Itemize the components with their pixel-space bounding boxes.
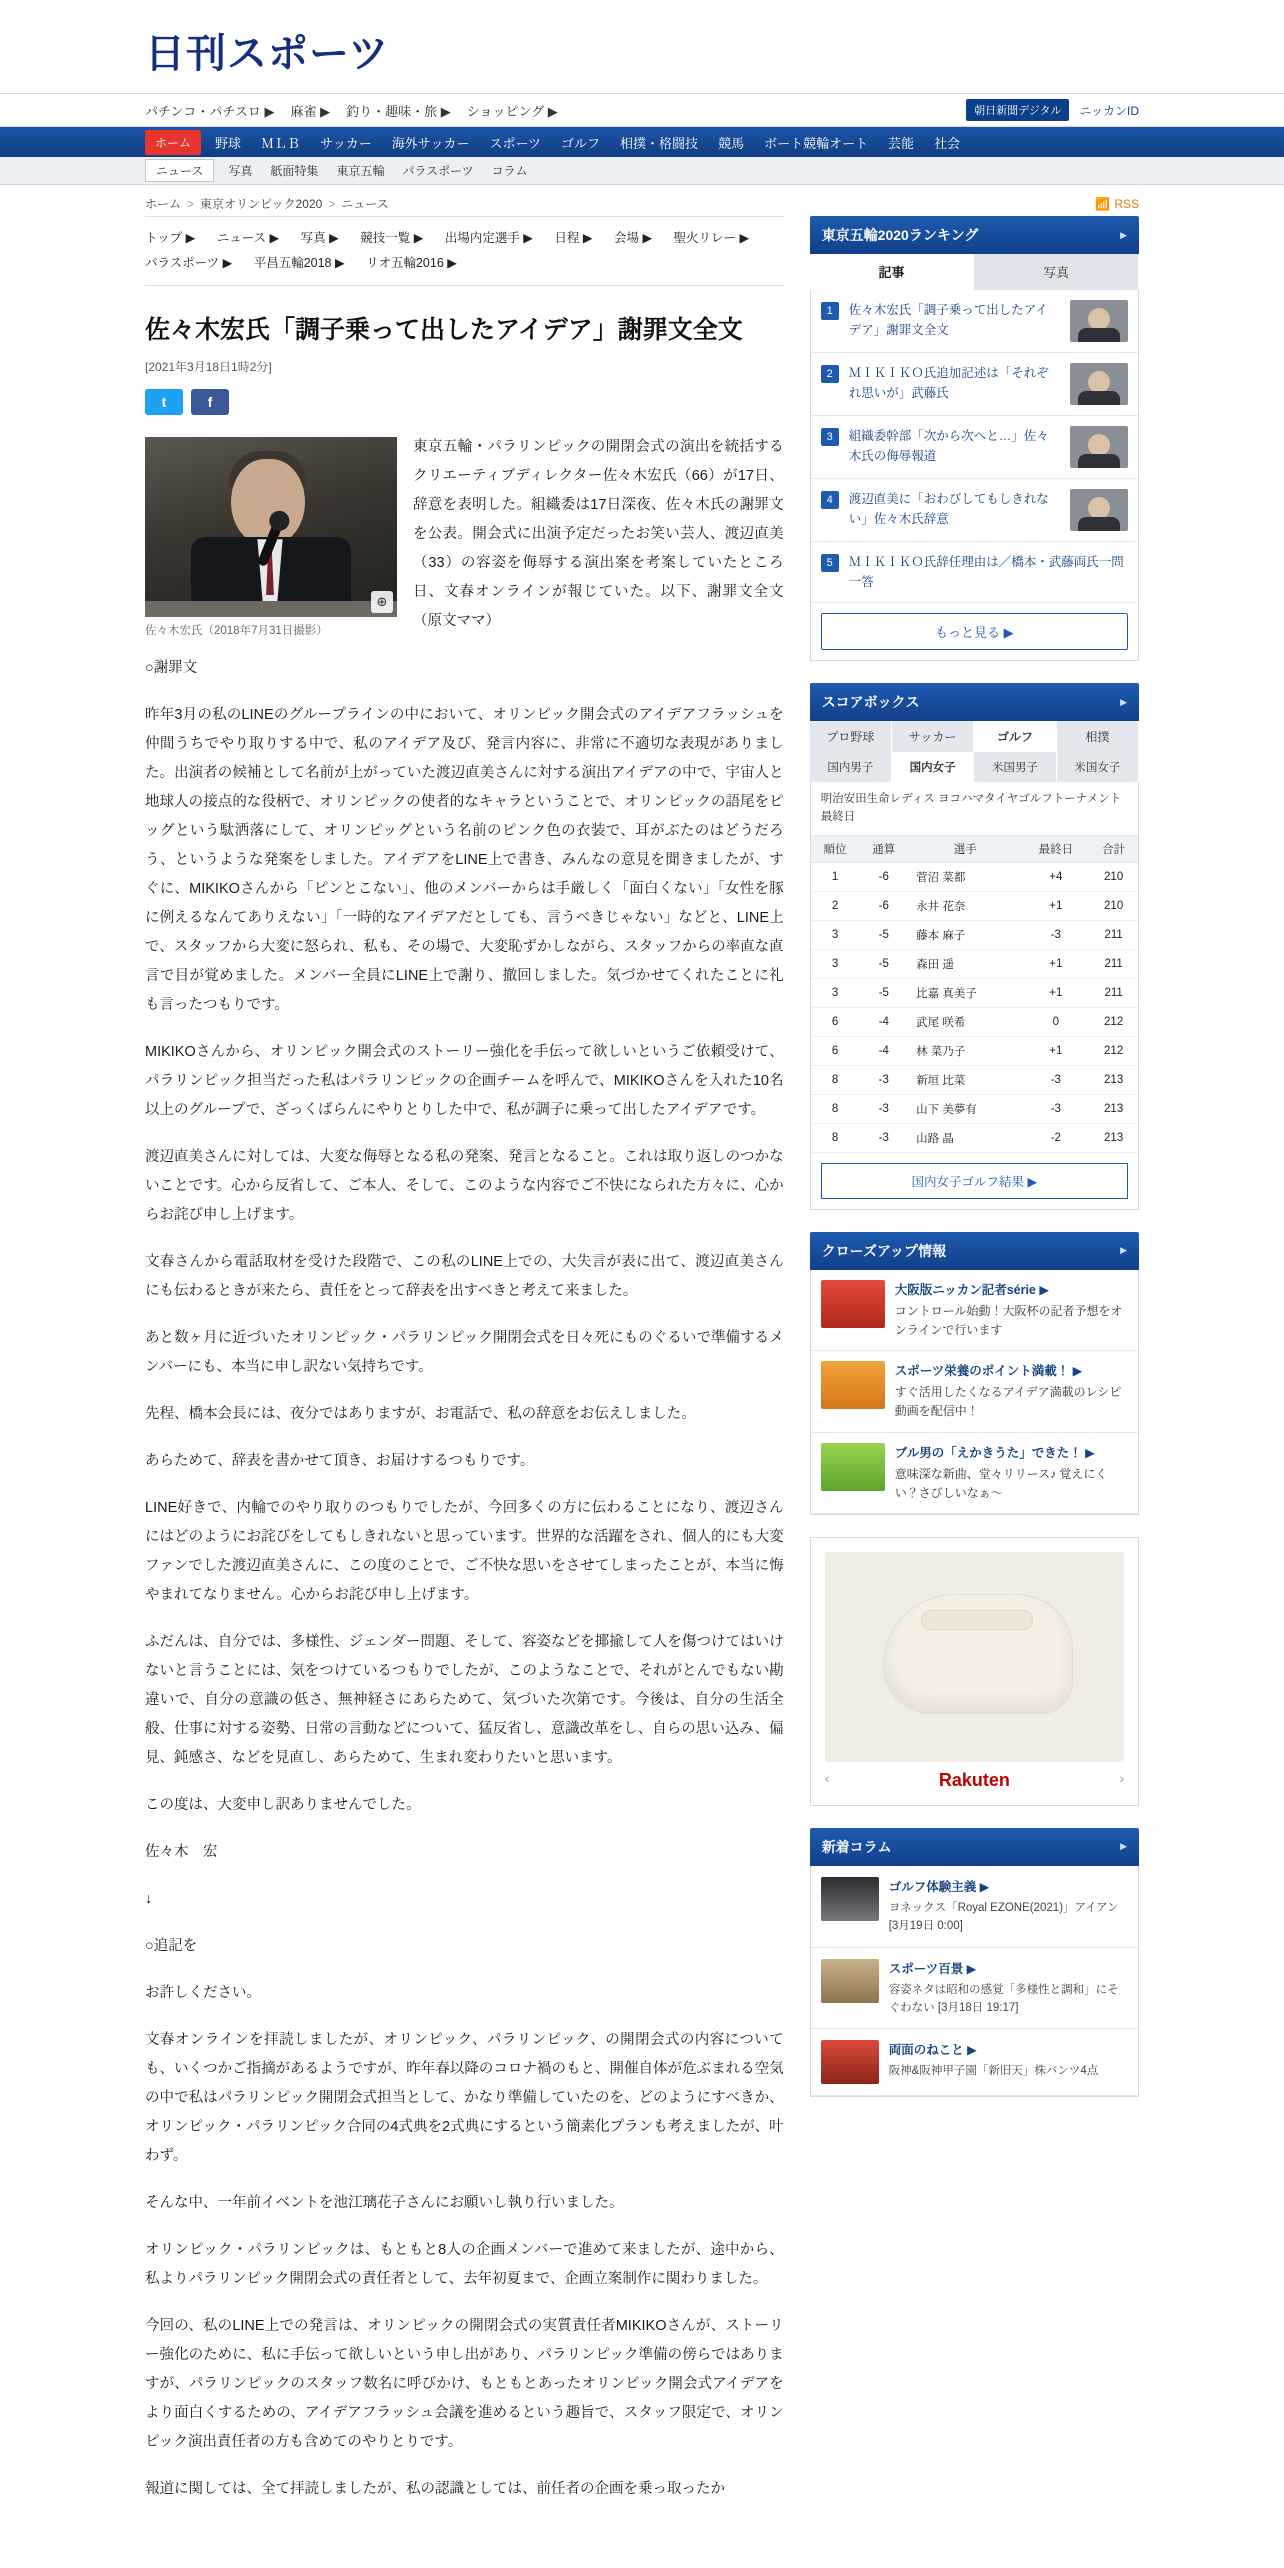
olynav-athletes[interactable]: 出場内定選手 ▶ (444, 231, 533, 245)
cell-par: -5 (859, 920, 908, 949)
closeup-panel (810, 1232, 1139, 1515)
main-column (145, 216, 784, 2522)
tab-soccer[interactable]: サッカー (892, 721, 974, 752)
subnav-item-column[interactable]: コラム (491, 164, 528, 178)
cell-day: -3 (1022, 920, 1089, 949)
rss-icon: 📶 (1095, 196, 1111, 211)
utility-link-pachinko[interactable]: パチンコ・パチスロ ▶ (145, 103, 275, 119)
olynav-photo[interactable]: 写真 ▶ (300, 231, 339, 245)
article-paragraph: あと数ヶ月に近づいたオリンピック・パラリンピック開閉会式を日々死にものぐるいで準備するメンバーにも、本当に申し訳ない気持ちです。 (145, 1330, 784, 1376)
cell-rank: 6 (811, 1007, 860, 1036)
cell-day: +1 (1022, 1036, 1089, 1065)
scorebox-sport-tabs (810, 721, 1139, 752)
list-item[interactable] (811, 1433, 1138, 1514)
cell-total: 210 (1089, 891, 1138, 920)
cell-player[interactable]: 新垣 比菜 (908, 1065, 1022, 1094)
newcolumn-thumbnail (821, 2040, 879, 2084)
rank-number: 2 (821, 365, 839, 383)
tab-us-men[interactable]: 米国男子 (974, 752, 1056, 782)
olynav-parasports[interactable]: パラスポーツ ▶ (145, 256, 233, 270)
col-final-day: 最終日 (1022, 836, 1089, 863)
newcolumn-panel (810, 1828, 1139, 2098)
closeup-panel-header (810, 1232, 1139, 1270)
table-row (811, 978, 1138, 1007)
list-item[interactable] (811, 2029, 1138, 2096)
article-paragraph: ふだんは、自分では、多様性、ジェンダー問題、そして、容姿などを揶揄して人を傷つけてはいけないと言うことには、気をつけているつもりでしたが、このようなことで、それがとんでもない勘違いで、自分の意識の低さ、無神経さにあらためて、気づいた次第です。今後は、自分の生活全般、仕事に対する姿勢、日常の言動などについて、猛反省し、意識改革をし、自らの思い込み、偏見、鈍感さ、などを見直し、あらためて、生まれ変わりたいと思います。 (145, 1634, 784, 1767)
cell-rank: 3 (811, 978, 860, 1007)
newcolumn-text (889, 1877, 1128, 1936)
olympic-nav-row1 (145, 226, 784, 251)
article-paragraph: お許しください。 (145, 1985, 261, 2002)
closeup-title: ブル男の「えかきうた」できた！ ▶ (894, 1445, 1095, 1460)
closeup-list (810, 1270, 1139, 1515)
newcolumn-list (810, 1866, 1139, 2098)
tab-us-women[interactable]: 米国女子 (1057, 752, 1139, 782)
rank-title: 渡辺直美に「おわびしてもしきれない」佐々木氏辞意 (848, 492, 1049, 526)
col-rank: 順位 (811, 836, 860, 863)
rss-link[interactable] (1095, 197, 1139, 211)
subnav-item-news[interactable]: ニュース (145, 159, 214, 182)
closeup-text (895, 1443, 1128, 1503)
page-title: 佐々木宏氏「調子乗って出したアイデア」謝罪文全文 (145, 316, 743, 344)
main-nav (0, 127, 1284, 157)
breadcrumb-item-news[interactable]: ニュース (341, 197, 389, 211)
cell-total: 212 (1089, 1007, 1138, 1036)
nikkan-id-link[interactable]: ニッカンID (1079, 103, 1139, 118)
ad-product-strap (921, 1610, 1033, 1630)
article-paragraph: 今回の、私のLINE上での発言は、オリンピックの開閉会式の実質責任者MIKIKOさんが、ストーリー強化のために、私に手伝って欲しいという申し出があり、パラリンピック準備の傍らではありますが、パラリンピックのスタッフ数名に呼びかけ、もともとあったオリンピック開会式アイデアをより面白くするための、アイデアフラッシュ会議を進めるという趣旨で、スタッフ限定で、オリンピック演出責任者の方も含めてのやりとりです。 (145, 2318, 784, 2451)
rank-number: 3 (821, 428, 839, 446)
scorebox-body (810, 782, 1139, 1210)
article-signature: 佐々木 宏 (145, 1844, 218, 1861)
table-row (811, 1123, 1138, 1152)
ranking-list (810, 290, 1139, 661)
table-row (811, 1065, 1138, 1094)
chevron-right-icon: ▶ (1120, 696, 1127, 707)
cell-player[interactable]: 永井 花奈 (908, 891, 1022, 920)
breadcrumb (0, 185, 1284, 216)
cell-rank: 6 (811, 1036, 860, 1065)
cell-player[interactable]: 菅沼 菜都 (908, 862, 1022, 891)
rank-number: 5 (821, 554, 839, 572)
score-table (811, 836, 1138, 1153)
ranking-more-button[interactable]: もっと見る ▶ (821, 613, 1128, 650)
utility-links (145, 101, 558, 120)
list-item[interactable] (811, 1270, 1138, 1351)
rank-title: 佐々木宏氏「調子乗って出したアイデア」謝罪文全文 (848, 303, 1048, 337)
share-buttons (145, 389, 784, 415)
olynav-torch[interactable]: 聖火リレー ▶ (673, 231, 750, 245)
cell-par: -3 (859, 1065, 908, 1094)
cell-day: -2 (1022, 1123, 1089, 1152)
list-item[interactable] (811, 542, 1138, 603)
newcolumn-thumbnail (821, 1959, 879, 2003)
newcolumn-desc: 阪神&阪神甲子園「新旧天」株バンツ4点 (888, 2065, 1099, 2078)
cell-par: -4 (859, 1036, 908, 1065)
cell-total: 213 (1089, 1123, 1138, 1152)
tab-ranking-photos[interactable]: 写真 (974, 254, 1139, 290)
list-item[interactable] (811, 1866, 1138, 1948)
utility-link-mahjong[interactable]: 麻雀 ▶ (290, 103, 331, 119)
nav-item-baseball[interactable]: 野球 (215, 135, 242, 151)
col-player: 選手 (908, 836, 1022, 863)
article-lead: 東京五輪・パラリンピックの開閉会式の演出を統括するクリエーティブディレクター佐々木宏氏（66）が17日、辞意を表明した。組織委は17日深夜、佐々木氏の謝罪文を公表。開会式に出演予定だったお笑い芸人、渡辺直美（33）の容姿を侮辱する演出案を考案していたところ日、文春オンラインが報じていた。以下、謝罪文全文（原文ママ） (413, 439, 784, 630)
closeup-text (895, 1361, 1128, 1421)
article-paragraph: MIKIKOさんから、オリンピック開会式のストーリー強化を手伝って欲しいというご依頼受けて、パラリンピック担当だった私はパラリンピックの企画チームを呼んで、MIKIKOさんを入れた10名以上のグループで、ざっくばらんにやりとりした中で、私が調子に乗って出したアイデアです。 (145, 1044, 784, 1119)
ranking-panel (810, 216, 1139, 661)
photo-detail-table (145, 601, 397, 617)
breadcrumb-item-home[interactable]: ホーム (145, 197, 182, 211)
cell-par: -4 (859, 1007, 908, 1036)
rank-thumbnail (1070, 489, 1128, 531)
list-item[interactable] (811, 1351, 1138, 1432)
newcolumn-panel-header (810, 1828, 1139, 1866)
cell-player[interactable]: 山路 晶 (908, 1123, 1022, 1152)
article-paragraph: 文春さんから電話取材を受けた段階で、この私のLINE上での、大失言が表に出て、渡辺直美さんにも伝わるときが来たら、責任をとって辞表を出すべきと考えて来ました。 (145, 1254, 784, 1300)
col-total-par: 通算 (859, 836, 908, 863)
scorebox-tour-tabs (810, 752, 1139, 782)
asahi-digital-link[interactable]: 朝日新聞デジタル (966, 99, 1069, 121)
ad-box[interactable] (810, 1537, 1139, 1806)
content-wrapper (0, 216, 1284, 2522)
olynav-schedule[interactable]: 日程 ▶ (554, 231, 593, 245)
golf-results-button[interactable]: 国内女子ゴルフ結果 ▶ (821, 1163, 1128, 1199)
tab-jp-women[interactable]: 国内女子 (892, 752, 974, 782)
olynav-news[interactable]: ニュース ▶ (216, 231, 280, 245)
newcolumn-title: ゴルフ体験主義 ▶ (888, 1879, 990, 1894)
article-paragraph: この度は、大変申し訳ありませんでした。 (145, 1797, 421, 1814)
cell-total: 211 (1089, 949, 1138, 978)
zoom-icon[interactable]: ⊕ (371, 591, 393, 613)
scorebox-panel-header (810, 683, 1139, 721)
col-total: 合計 (1089, 836, 1138, 863)
cell-player[interactable]: 武尾 咲希 (908, 1007, 1022, 1036)
subnav-item-paper[interactable]: 紙面特集 (270, 164, 319, 178)
cell-player[interactable]: 藤本 麻子 (908, 920, 1022, 949)
rank-title: ＭＩＫＩＫＯ氏追加記述は「それぞれ思いが」武藤氏 (848, 366, 1049, 400)
utility-link-shopping[interactable]: ショッピング ▶ (466, 103, 558, 119)
table-header-row (811, 836, 1138, 863)
nav-item-mlb[interactable]: ＭＬＢ (261, 135, 301, 151)
utility-right (966, 99, 1139, 121)
cell-par: -5 (859, 949, 908, 978)
nav-item-sports[interactable]: スポーツ (489, 135, 542, 151)
tab-ranking-articles[interactable]: 記事 (810, 254, 975, 290)
article-paragraph: 渡辺直美さんに対しては、大変な侮辱となる私の発案、発言となること。これは取り返しのつかないことです。心から反省して、ご本人、そして、このような内容でご不快になられた方々に、心からお詫び申し上げます。 (145, 1149, 784, 1224)
olynav-events[interactable]: 競技一覧 ▶ (360, 231, 424, 245)
cell-par: -5 (859, 978, 908, 1007)
newcolumn-desc: 容姿ネタは昭和の感覚「多様性と調和」にそぐわない [3月18日 19:17] (888, 1983, 1119, 2015)
olynav-venues[interactable]: 会場 ▶ (613, 231, 653, 245)
cell-total: 213 (1089, 1094, 1138, 1123)
breadcrumb-separator: > (328, 196, 336, 211)
cell-player[interactable]: 山下 美夢有 (908, 1094, 1022, 1123)
closeup-text (895, 1280, 1128, 1340)
closeup-thumbnail (821, 1361, 885, 1409)
article-paragraph: ○謝罪文 (145, 660, 198, 677)
olympic-nav (145, 216, 784, 286)
cell-par: -6 (859, 891, 908, 920)
scorebox-panel (810, 683, 1139, 1210)
site-logo[interactable]: 日刊スポーツ (145, 31, 390, 77)
subnav-item-tokyo-olympics[interactable]: 東京五輪 (336, 164, 385, 178)
article-body (145, 433, 784, 2522)
closeup-title: スポーツ栄養のポイント満載！ ▶ (894, 1364, 1083, 1379)
article-paragraph: ○追記を (145, 1938, 198, 1955)
cell-rank: 3 (811, 920, 860, 949)
nav-item-horseracing[interactable]: 競馬 (718, 135, 745, 151)
olynav-top[interactable]: トップ ▶ (145, 231, 196, 245)
cell-rank: 8 (811, 1123, 860, 1152)
list-item[interactable] (811, 479, 1138, 542)
olympic-nav-row2 (145, 251, 784, 276)
nav-item-sumo[interactable]: 相撲・格闘技 (620, 135, 699, 151)
scorebox-panel-title: スコアボックス (821, 694, 920, 710)
article-paragraph: 文春オンラインを拝読しましたが、オリンピック、パラリンピック、の開閉会式の内容についても、いくつかご指摘があるようですが、昨年春以降のコロナ禍のもと、開催自体が危ぶまれる空気の中で私はパラリンピック開閉会式担当として、かなり準備していたのを、どのようにすべきか、オリンピック・パラリンピック合同の4式典を2式典にするという簡素化プランも考えましたが、叶わず。 (145, 2032, 784, 2165)
cell-rank: 8 (811, 1065, 860, 1094)
utility-bar (0, 93, 1284, 127)
closeup-desc: コントロール始動！大阪杯の記者予想をオンラインで行います (894, 1303, 1123, 1337)
rank-title: 組織委幹部「次から次へと…」佐々木氏の侮辱報道 (848, 429, 1049, 463)
ad-carousel-controls (825, 1762, 1124, 1791)
cell-day: +4 (1022, 862, 1089, 891)
newcolumn-text (889, 2040, 1128, 2084)
nav-item-golf[interactable]: ゴルフ (561, 135, 601, 151)
cell-player[interactable]: 林 菜乃子 (908, 1036, 1022, 1065)
closeup-title: 大阪版ニッカン記者série ▶ (894, 1282, 1049, 1297)
article-paragraph: 報道に関しては、全て拝読しましたが、私の認識としては、前任者の企画を乗っ取ったか (145, 2481, 725, 2498)
ad-prev-arrow-icon[interactable]: ‹ (824, 1769, 830, 1786)
rank-thumbnail (1070, 300, 1128, 342)
list-item[interactable] (811, 1948, 1138, 2030)
nav-item-home[interactable]: ホーム (145, 130, 201, 155)
article-paragraph: 先程、橋本会長には、夜分ではありますが、お電話で、私の辞意をお伝えしました。 (145, 1406, 696, 1423)
chevron-right-icon: ▶ (1120, 1841, 1127, 1852)
rank-number: 1 (821, 302, 839, 320)
table-row (811, 920, 1138, 949)
table-row (811, 862, 1138, 891)
sub-nav (0, 157, 1284, 185)
tab-npb[interactable]: プロ野球 (810, 721, 892, 752)
rank-number: 4 (821, 491, 839, 509)
olynav-pyeongchang[interactable]: 平昌五輪2018 ▶ (253, 256, 345, 270)
sidebar (810, 216, 1139, 2119)
masthead (0, 0, 1284, 93)
cell-total: 212 (1089, 1036, 1138, 1065)
closeup-panel-title: クローズアップ情報 (821, 1242, 947, 1259)
facebook-share-icon[interactable]: f (191, 389, 229, 415)
article-paragraph: オリンピック・パラリンピックは、もともと8人の企画メンバーで進めて来ましたが、途中から、私よりパラリンピック開閉会式の責任者として、去年初夏まで、企画立案制作に関わりました。 (145, 2242, 784, 2288)
newcolumn-thumbnail (821, 1877, 879, 1921)
table-row (811, 949, 1138, 978)
table-row (811, 1094, 1138, 1123)
utility-link-hobby[interactable]: 釣り・趣味・旅 ▶ (346, 103, 451, 119)
cell-total: 211 (1089, 978, 1138, 1007)
article-paragraph: あらためて、辞表を書かせて頂き、お届けするつもりです。 (145, 1453, 535, 1470)
chevron-right-icon: ▶ (1120, 229, 1127, 240)
rank-title: ＭＩＫＩＫＯ氏辞任理由は／橋本・武藤両氏一問一答 (848, 555, 1124, 589)
nav-item-soccer[interactable]: サッカー (320, 135, 372, 151)
cell-rank: 3 (811, 949, 860, 978)
cell-day: +1 (1022, 978, 1089, 1007)
rank-thumbnail (1070, 363, 1128, 405)
newcolumn-title: 両面のねこと ▶ (888, 2043, 977, 2058)
cell-total: 213 (1089, 1065, 1138, 1094)
breadcrumb-separator: > (187, 196, 195, 211)
chevron-right-icon: ▶ (1120, 1245, 1127, 1256)
cell-par: -6 (859, 862, 908, 891)
cell-total: 210 (1089, 862, 1138, 891)
cell-rank: 1 (811, 862, 860, 891)
ranking-panel-header (810, 216, 1139, 254)
scorebox-event-name: 明治安田生命レディス ヨコハマタイヤゴルフトーナメント 最終日 (811, 782, 1138, 836)
cell-day: 0 (1022, 1007, 1089, 1036)
nav-item-world-soccer[interactable]: 海外サッカー (391, 135, 470, 151)
cell-day: +1 (1022, 949, 1089, 978)
article-figure (145, 437, 397, 640)
subnav-item-photo[interactable]: 写真 (228, 164, 253, 178)
cell-total: 211 (1089, 920, 1138, 949)
photo-caption: 佐々木宏氏（2018年7月31日撮影） (145, 625, 328, 638)
cell-player[interactable]: 比嘉 真美子 (908, 978, 1022, 1007)
newcolumn-panel-title: 新着コラム (821, 1838, 892, 1855)
ad-next-arrow-icon[interactable]: › (1119, 1769, 1124, 1786)
closeup-thumbnail (821, 1443, 885, 1491)
newcolumn-title: スポーツ百景 ▶ (888, 1961, 977, 1976)
article-paragraph: LINE好きで、内輪でのやり取りのつもりでしたが、今回多くの方に伝わることになり、渡辺さんにはどのようにお詫びをしてもしきれないと思っています。世界的な活躍をされ、個人的にも大変ファンでした渡辺直美さんに、この度のことで、ご不快な思いをさせてしまったことが、本当に悔やまれてなりません。心からお詫び申し上げます。 (145, 1500, 784, 1604)
cell-par: -3 (859, 1123, 908, 1152)
cell-day: +1 (1022, 891, 1089, 920)
cell-day: -3 (1022, 1065, 1089, 1094)
table-row (811, 891, 1138, 920)
ranking-panel-title: 東京五輪2020ランキング (821, 227, 979, 243)
newcolumn-text (889, 1959, 1128, 2018)
list-item[interactable] (811, 353, 1138, 416)
ad-image[interactable] (825, 1552, 1124, 1762)
article-paragraph: ↓ (145, 1891, 153, 1908)
nav-item-boat[interactable]: ボート競輪オート (764, 135, 869, 151)
rss-label: RSS (1114, 196, 1139, 211)
article-paragraph: 昨年3月の私のLINEのグループラインの中において、オリンピック開会式のアイデアフラッシュを仲間うちでやり取りする中で、私のアイデア及び、発言内容に、非常に不適切な表現がありました。出演者の候補として名前が上がっていた渡辺直美さんに対する演出アイデアの中で、宇宙人と地球人の接点的な役柄で、オリンピックの使者的なキャラということで、オリンピックの語尾をピッグという駄洒落にして、オリンピッグという名前のピンク色の衣装で、耳がぶたのはどうだろう、というような発案をしました。アイデアをLINE上で書き、みんなの意見を聞きましたが、すぐに、MIKIKOさんから「ピンとこない」、他のメンバーからは手厳しく「面白くない」「女性を豚に例えるなんてありえない」「一時的なアイデアだとしても、言うべきじゃない」などと、LINE上で、スタッフから大変に怒られ、私も、その場で、大変恥ずかしながら、スタッフからの率直な直言で目が覚めました。メンバー全員にLINE上で謝り、撤回しました。気づかせてくれたことに礼も言ったつもりです。 (145, 707, 784, 1014)
nav-item-entertainment[interactable]: 芸能 (888, 135, 915, 151)
breadcrumb-item-tokyo2020[interactable]: 東京オリンピック2020 (200, 197, 323, 211)
tab-golf[interactable]: ゴルフ (974, 721, 1056, 752)
list-item[interactable] (811, 416, 1138, 479)
cell-rank: 8 (811, 1094, 860, 1123)
nav-item-society[interactable]: 社会 (934, 135, 961, 151)
publish-date: [2021年3月18日1時2分] (145, 360, 272, 375)
ad-brand-label: Rakuten (938, 1769, 1010, 1790)
olynav-rio[interactable]: リオ五輪2016 ▶ (366, 256, 457, 270)
cell-rank: 2 (811, 891, 860, 920)
article-photo[interactable] (145, 437, 397, 617)
ad-panel (810, 1537, 1139, 1806)
closeup-desc: 意味深な新曲、堂々リリース♪ 覚えにくい？さびしいなぁ～ (894, 1466, 1108, 1500)
newcolumn-desc: ヨネックス「Royal EZONE(2021)」アイアン [3月19日 0:00] (888, 1901, 1119, 1933)
cell-par: -3 (859, 1094, 908, 1123)
article-paragraph: そんな中、一年前イベントを池江璃花子さんにお願いし執り行いました。 (145, 2195, 624, 2212)
table-row (811, 1007, 1138, 1036)
cell-day: -3 (1022, 1094, 1089, 1123)
subnav-item-parasports[interactable]: パラスポーツ (402, 164, 474, 178)
tab-jp-men[interactable]: 国内男子 (810, 752, 892, 782)
table-row (811, 1036, 1138, 1065)
list-item[interactable] (811, 290, 1138, 353)
twitter-share-icon[interactable]: t (145, 389, 183, 415)
tab-sumo[interactable]: 相撲 (1057, 721, 1139, 752)
ranking-tabs (810, 254, 1139, 290)
closeup-thumbnail (821, 1280, 885, 1328)
closeup-desc: すぐ活用したくなるアイデア満載のレシピ動画を配信中！ (894, 1385, 1122, 1419)
cell-player[interactable]: 森田 遥 (908, 949, 1022, 978)
rank-thumbnail (1070, 426, 1128, 468)
